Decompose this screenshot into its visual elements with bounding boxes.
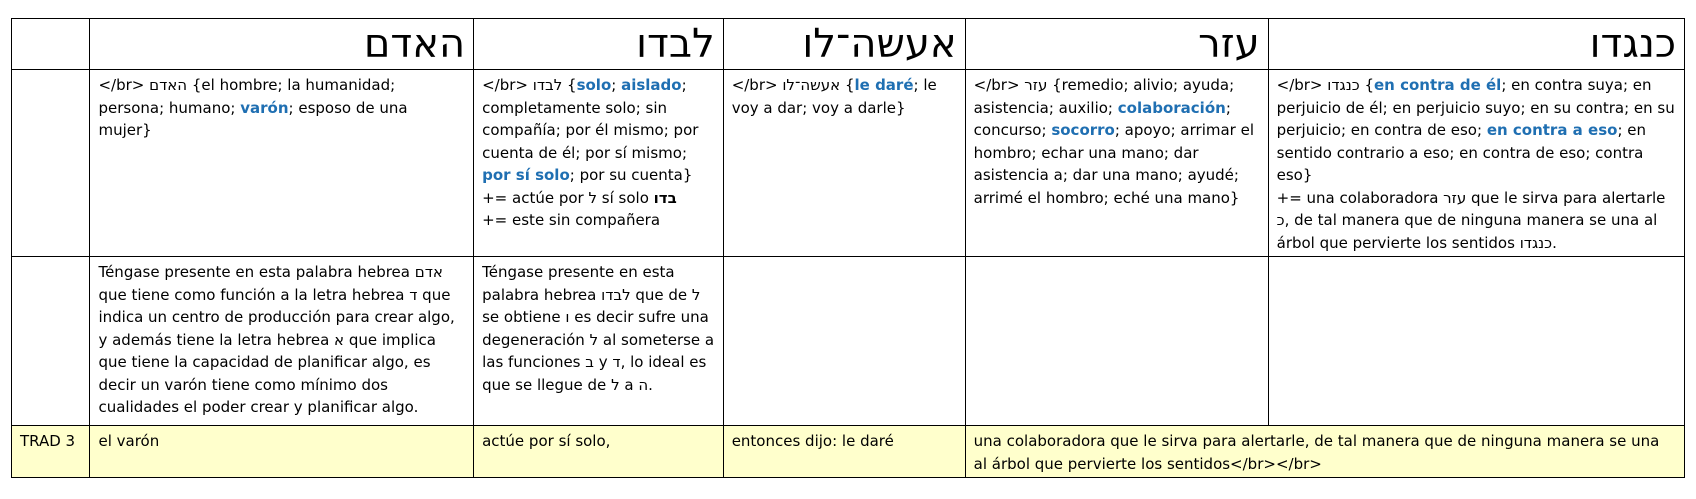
definition-cell <box>1268 70 1684 257</box>
highlighted-term: socorro <box>1051 121 1115 139</box>
definition-text: += este sin compañera <box>482 211 661 229</box>
definition-text: </br> האדם {el hombre; la humanidad; persona; humano; <box>98 76 396 117</box>
definition-cell <box>723 70 965 257</box>
definition-text: ; por su cuenta} <box>569 166 693 184</box>
definition-cell <box>90 70 474 257</box>
highlighted-term: solo <box>576 76 612 94</box>
header-cell-3 <box>723 19 965 70</box>
highlighted-term: por sí solo <box>482 166 570 184</box>
note-cell-empty <box>965 257 1268 426</box>
bold-hebrew-term: בדו <box>653 188 677 207</box>
highlighted-term: colaboración <box>1117 98 1226 117</box>
definition-text: ; esposo de una mujer} <box>98 98 408 139</box>
note-cell: Téngase presente en esta palabra hebrea אדם que tiene como función a la letra hebrea ד que indica un centro de producción para crear algo, y además tiene la letra hebrea א que implica que tiene la capacidad de planificar algo, es decir un varón tiene como mínimo dos cualidades el poder crear y planificar algo. <box>90 257 474 426</box>
definitions-row <box>12 70 1685 257</box>
definition-text: </br> עזר {remedio; alivio; ayuda; asistencia; auxilio; <box>973 76 1235 117</box>
definition-text: ; <box>611 76 622 94</box>
definition-text: ; completamente solo; sin compañía; por él mismo; por cuenta de él; por sí mismo; <box>482 76 699 162</box>
definition-text: ; en contra suya; en perjuicio de él; en perjuicio suyo; en su contra; en su perjuicio; en contra de eso; <box>1276 76 1675 139</box>
definition-text: ; concurso; <box>973 98 1231 139</box>
hebrew-word-eeseh-lo: אעשה־לו <box>802 21 957 67</box>
definition-text: += actúe por ל sí solo <box>482 188 654 207</box>
header-cell-5 <box>1268 19 1684 70</box>
trad-cell: el varón <box>90 426 474 478</box>
row-label-empty <box>12 70 90 257</box>
notes-row <box>12 257 1685 426</box>
note-cell-empty <box>723 257 965 426</box>
hebrew-word-kenegdo: כנגדו <box>1589 21 1676 67</box>
trad-cell: actúe por sí solo, <box>474 426 724 478</box>
header-cell-4 <box>965 19 1268 70</box>
definition-text: </br> אעשה־לו { <box>731 76 855 94</box>
trad-cell: entonces dijo: le daré <box>723 426 965 478</box>
trad-cell-merged: una colaboradora que le sirva para alertarle, de tal manera que de ninguna manera se una al árbol que pervierte los sentidos</br></br> <box>965 426 1684 478</box>
note-cell-empty <box>1268 257 1684 426</box>
definition-text: ; apoyo; arrimar el hombro; echar una mano; dar asistencia a; dar una mano; ayudé; arrimé el hombro; eché una mano} <box>973 121 1254 207</box>
definition-text: ; le voy a dar; voy a darle} <box>731 76 937 117</box>
highlighted-term: en contra de él <box>1374 76 1502 94</box>
row-label-empty <box>12 257 90 426</box>
trad-row <box>12 426 1685 478</box>
hebrew-word-haadam: האדם <box>363 21 466 67</box>
definition-cell <box>474 70 724 257</box>
header-cell-1 <box>90 19 474 70</box>
note-cell: Téngase presente en esta palabra hebrea לבדו que de ל se obtiene ו es decir sufre una degeneración ל al someterse a las funciones ב y ד, lo ideal es que se llegue de ל a ה. <box>474 257 724 426</box>
highlighted-term: le daré <box>854 76 914 94</box>
header-row <box>12 19 1685 70</box>
hebrew-word-ezer: עזר <box>1198 21 1260 67</box>
header-cell-empty <box>12 19 90 70</box>
definition-text: += una colaboradora עזר que le sirva para alertarle כ, de tal manera que de ninguna manera se una al árbol que pervierte los sentidos כנגדו. <box>1276 188 1666 252</box>
hebrew-word-levado: לבדו <box>636 21 715 67</box>
definition-text: </br> כנגדו { <box>1276 76 1374 94</box>
highlighted-term: varón <box>240 98 289 117</box>
trad-label: TRAD 3 <box>12 426 90 478</box>
header-cell-2 <box>474 19 724 70</box>
definition-cell <box>965 70 1268 257</box>
highlighted-term: en contra a eso <box>1486 121 1618 139</box>
highlighted-term: aislado <box>621 76 682 94</box>
definition-text: ; en sentido contrario a eso; en contra de eso; contra eso} <box>1276 121 1646 184</box>
translation-table <box>11 18 1685 478</box>
definition-text: </br> לבדו { <box>482 76 577 94</box>
